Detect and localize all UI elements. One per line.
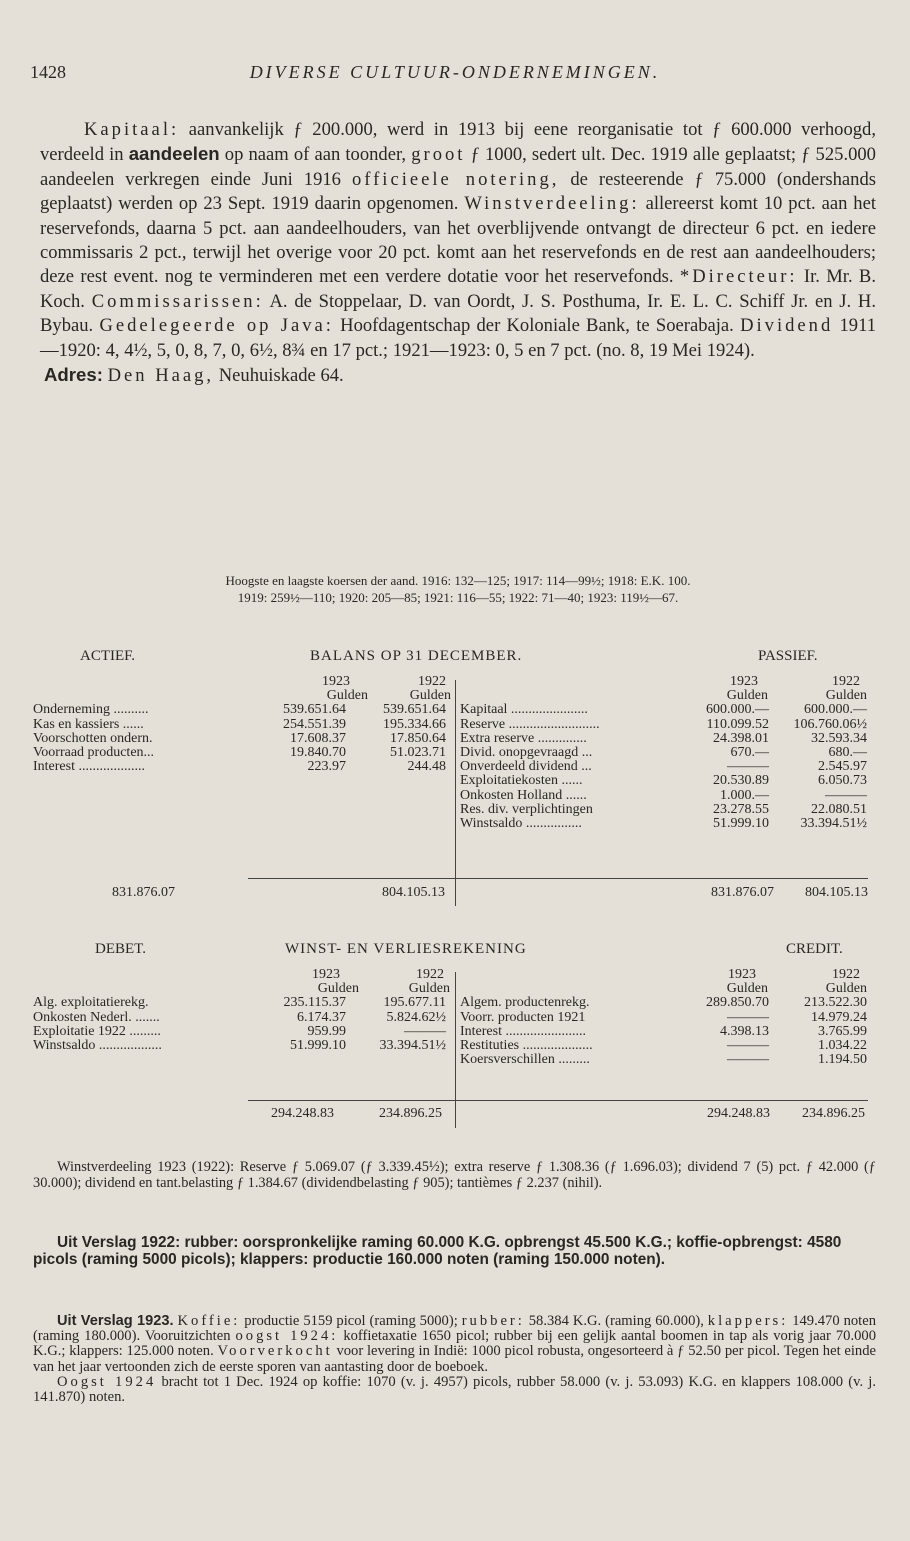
winst-totals-row xyxy=(33,1107,868,1121)
verslag-1922-label: Uit Verslag 1922: xyxy=(57,1234,181,1251)
table-row: Onderneming .......... 539.651.64 539.651.64 xyxy=(33,702,446,718)
winstverdeeling-note: Winstverdeeling 1923 (1922): Reserve ƒ 5.069.07 (ƒ 3.339.45½); extra reserve ƒ 1.308.36 (ƒ 1.696.03); dividend 7 (5) pct. ƒ 42.000 (ƒ 30.000); dividend en tant.belasting ƒ 1.384.67 (dividendbelasting ƒ 905); tantièmes ƒ 2.237 (nihil). xyxy=(33,1159,876,1191)
table-row: Voorr. producten 1921 ——— 14.979.24 xyxy=(460,1009,867,1025)
total-actief-1923: 831.876.07 xyxy=(112,885,175,900)
total-debet-1923: 294.248.83 xyxy=(271,1106,334,1121)
total-passief-1923: 831.876.07 xyxy=(711,885,774,900)
table-row: Winstsaldo .................. 51.999.10 33.394.51½ xyxy=(33,1037,446,1053)
table-row: Divid. onopgevraagd ... 670.— 680.— xyxy=(460,744,867,760)
table-row: Kas en kassiers ...... 254.551.39 195.334.66 xyxy=(33,716,446,732)
winst-credit-table xyxy=(460,968,870,1067)
koersen-note: Hoogste en laagste koersen der aand. 1916: 132—125; 1917: 114—99½; 1918: E.K. 100. 1919: 259½—110; 1920: 205—85; 1921: 116—55; 1922: 71—40; 1923: 119½—67. xyxy=(225,573,691,605)
label-passief: PASSIEF. xyxy=(758,648,818,664)
col-unit-row: Gulden Gulden xyxy=(326,688,451,704)
table-row: Exploitatiekosten ...... 20.530.89 6.050.73 xyxy=(460,773,867,789)
table-row: Voorraad producten... 19.840.70 51.023.71 xyxy=(33,744,446,760)
balans-passief-table xyxy=(460,675,870,831)
table-row: Voorschotten ondern. 17.608.37 17.850.64 xyxy=(33,730,446,746)
label-credit: CREDIT. xyxy=(786,941,843,957)
table-row: Winstsaldo ................ 51.999.10 33.394.51½ xyxy=(460,815,867,831)
winst-debet-table xyxy=(33,968,458,1053)
balans-totals-row xyxy=(33,886,868,900)
winst-title: WINST- EN VERLIESREKENING xyxy=(285,941,527,957)
balans-divider xyxy=(455,680,456,906)
table-row: Interest ....................... 4.398.13 3.765.99 xyxy=(460,1023,867,1039)
col-unit-row: Gulden Gulden xyxy=(317,981,450,997)
table-row: Onverdeeld dividend ... ——— 2.545.97 xyxy=(460,759,867,775)
balans-title: BALANS OP 31 DECEMBER. xyxy=(310,648,523,664)
col-header-row: 1923 1922 xyxy=(728,967,860,982)
page-number: 1428 xyxy=(30,62,66,82)
table-row: Onkosten Holland ...... 1.000.— ——— xyxy=(460,787,867,803)
col-unit-row: Gulden Gulden xyxy=(726,688,867,704)
label-debet: DEBET. xyxy=(95,941,146,957)
table-row: Koersverschillen ......... ——— 1.194.50 xyxy=(460,1052,867,1068)
col-header-row: 1923 1922 xyxy=(322,674,446,689)
winst-divider xyxy=(455,972,456,1128)
total-credit-1922: 234.896.25 xyxy=(802,1106,865,1121)
verslag-1922: Uit Verslag 1922: rubber: oorspronkelijke raming 60.000 K.G. opbrengst 45.500 K.G.; koffie-opbrengst: 4580 picols (raming 5000 picols); klappers: productie 160.000 noten (raming 150.000 noten). xyxy=(33,1234,842,1269)
total-credit-1923: 294.248.83 xyxy=(707,1106,770,1121)
running-title: DIVERSE CULTUUR-ONDERNEMINGEN. xyxy=(249,62,661,82)
label-kapitaal: Kapitaal: xyxy=(84,119,180,140)
winst-sum-line-right xyxy=(458,1100,868,1101)
total-passief-1922: 804.105.13 xyxy=(805,885,868,900)
table-row: Algem. productenrekg. 289.850.70 213.522.30 xyxy=(460,995,867,1011)
verslag-1923-label: Uit Verslag 1923. xyxy=(57,1313,174,1329)
table-row: Restituties .................... ——— 1.034.22 xyxy=(460,1037,867,1053)
col-unit-row: Gulden Gulden xyxy=(726,981,867,997)
table-row: Extra reserve .............. 24.398.01 32.593.34 xyxy=(460,730,867,746)
label-actief: ACTIEF. xyxy=(80,648,136,664)
verslag-1923: Uit Verslag 1923. Koffie: productie 5159 picol (raming 5000); rubber: 58.384 K.G. (raming 60.000), klappers: 149.470 noten (raming 180.000). Vooruitzichten oogst 1924: koffietaxatie 1650 picol; rubber bij een gelijk aantal boomen in tap als vorig jaar 70.000 K.G.; klappers: 125.000 noten. Voorverkocht voor levering in Indië: 1000 picol robusta, ongesorteerd à ƒ 52.50 per picol. Tegen het einde van het jaar vertoonden zich de eerste sporen van aantasting door de boeboek. Oogst 1924 bracht tot 1 Dec. 1924 op koffie: 1070 (v. j. 4957) picols, rubber 58.000 (v. j. 53.093) K.G. en klappers 108.000 (v. j. 141.870) noten. xyxy=(33,1313,877,1406)
table-row: Onkosten Nederl. ....... 6.174.37 5.824.62½ xyxy=(33,1009,446,1025)
page-header xyxy=(30,62,880,86)
table-row: Exploitatie 1922 ......... 959.99 ——— xyxy=(33,1023,446,1039)
table-row: Kapitaal ...................... 600.000.— 600.000.— xyxy=(460,702,867,718)
total-debet-1922: 234.896.25 xyxy=(379,1106,442,1121)
kapitaal-paragraph: Kapitaal: aanvankelijk ƒ 200.000, werd in 1913 bij eene reorganisatie tot ƒ 600.000 verhoogd, verdeeld in aandeelen op naam of aan toonder, groot ƒ 1000, sedert ult. Dec. 1919 alle geplaatst; ƒ 525.000 aandeelen verkregen einde Juni 1916 officieele notering, de resteerende ƒ 75.000 (ondershands geplaatst) werden op 23 Sept. 1919 daarin opgenomen. Winstverdeeling: allereerst komt 10 pct. aan het reservefonds, daarna 5 pct. aan aandeelhouders, van het overblijvende ontvangt de directeur 6 pct. en iedere commissaris 2 pct., terwijl het overige voor 20 pct. komt aan het reservefonds en de rest aan aandeelhouders; deze rest event. nog te verminderen met een verdere dotatie voor het reservefonds. *Directeur: Ir. Mr. B. Koch. Commissarissen: A. de Stoppelaar, D. van Oordt, J. S. Posthuma, Ir. E. L. C. Schiff Jr. en J. H. Bybau. Gedelegeerde op Java: Hoofdagentschap der Koloniale Bank, te Soerabaja. Dividend 1911—1920: 4, 4½, 5, 0, 8, 7, 0, 6½, 8¾ en 17 pct.; 1921—1923: 0, 5 en 7 pct. (no. 8, 19 Mei 1924). Adres: Den Haag, Neuhuiskade 64. xyxy=(40,119,877,387)
table-row: Reserve .......................... 110.099.52 106.760.06½ xyxy=(460,716,867,732)
table-row: Res. div. verplichtingen 23.278.55 22.080.51 xyxy=(460,801,867,817)
balans-sum-line-right xyxy=(458,878,868,879)
table-row: Interest ................... 223.97 244.48 xyxy=(33,759,446,775)
winst-sum-line-left xyxy=(248,1100,458,1101)
total-actief-1922: 804.105.13 xyxy=(382,885,445,900)
balans-sum-line-left xyxy=(248,878,458,879)
table-row: Alg. exploitatierekg. 235.115.37 195.677.11 xyxy=(33,995,446,1011)
col-header-row: 1923 1922 xyxy=(730,674,860,689)
balans-actief-table xyxy=(33,675,458,774)
label-adres: Adres: xyxy=(44,364,103,386)
col-header-row: 1923 1922 xyxy=(312,967,444,982)
word-aandeelen: aandeelen xyxy=(128,143,220,165)
